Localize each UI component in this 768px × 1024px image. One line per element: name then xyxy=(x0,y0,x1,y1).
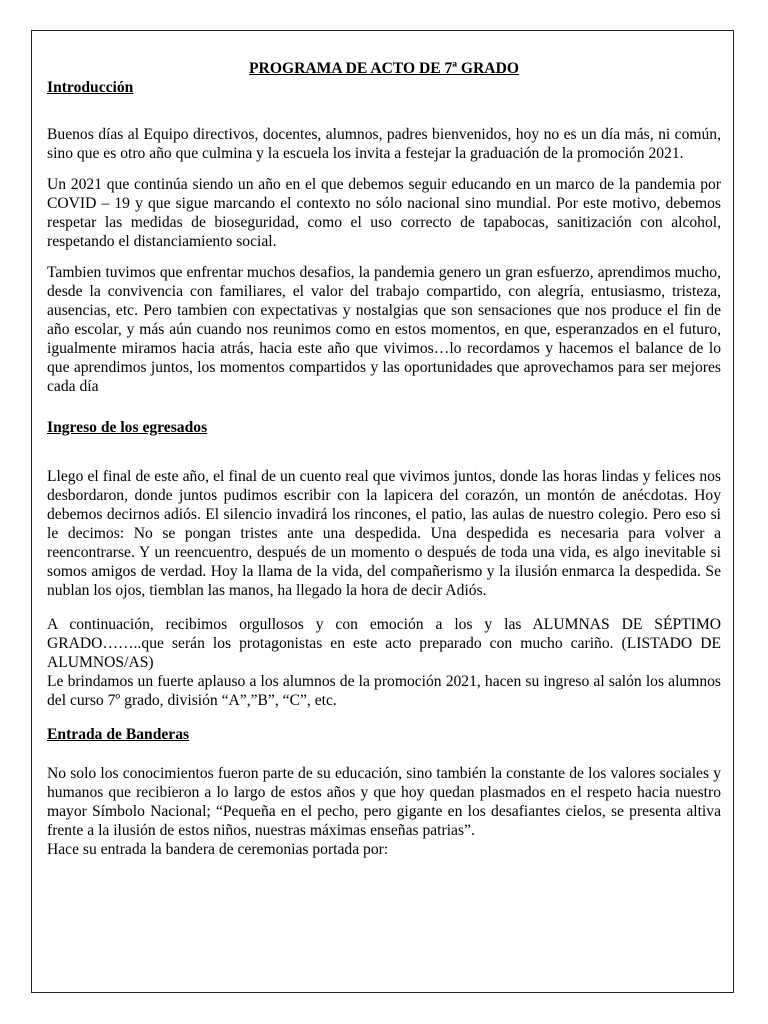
paragraph-ingreso-3: Le brindamos un fuerte aplauso a los alumnos de la promoción 2021, hacen su ingreso al salón los alumnos del curso 7º grado, división “A”,”B”, “C”, etc. xyxy=(47,673,721,709)
document-title: PROGRAMA DE ACTO DE 7ª GRADO xyxy=(249,60,519,77)
paragraph-ingreso-1: Llego el final de este año, el final de un cuento real que vivimos juntos, donde las horas lindas y felices nos desbordaron, donde juntos pudimos escribir con la lapicera del corazón, un montón de anécdotas. Hoy debemos decirnos adiós. El silencio invadirá los rincones, el patio, las aulas de nuestro colegio. Pero eso si le decimos: No se pongan tristes ante una despedida. Una despedida es necesaria para volver a reencontrarse. Y un reencuentro, después de un momento o después de toda una vida, es algo inevitable si somos amigos de verdad. Hoy la llama de la vida, del compañerismo y la ilusión enmarca la despedida. Se nublan los ojos, tiemblan las manos, ha llegado la hora de decir Adiós. xyxy=(47,468,721,599)
section-heading-banderas: Entrada de Banderas xyxy=(47,726,190,743)
paragraph-intro-1: Buenos días al Equipo directivos, docentes, alumnos, padres bienvenidos, hoy no es un día más, ni común, sino que es otro año que culmina y la escuela los invita a festejar la graduación de la promoción 2021. xyxy=(47,126,721,162)
paragraph-ingreso-2: A continuación, recibimos orgullosos y con emoción a los y las ALUMNAS DE SÉPTIMO GRADO……..que serán los protagonistas en este acto preparado con mucho cariño. (LISTADO DE ALUMNOS/AS) xyxy=(47,616,721,671)
paragraph-banderas-1: No solo los conocimientos fueron parte de su educación, sino también la constante de los valores sociales y humanos que recibieron a lo largo de estos años y que hoy quedan plasmados en el respeto hacia nuestro mayor Símbolo Nacional; “Pequeña en el pecho, pero gigante en los desafiantes cielos, se presenta altiva frente a la ilusión de estos niños, nuestras máximas enseñas patrias”. xyxy=(47,765,721,839)
paragraph-intro-2: Un 2021 que continúa siendo un año en el que debemos seguir educando en un marco de la pandemia por COVID – 19 y que sigue marcando el contexto no sólo nacional sino mundial. Por este motivo, debemos respetar las medidas de bioseguridad, como el uso correcto de tapabocas, sanitización con alcohol, respetando el distanciamiento social. xyxy=(47,176,721,250)
section-heading-ingreso: Ingreso de los egresados xyxy=(47,419,208,436)
paragraph-banderas-2: Hace su entrada la bandera de ceremonias portada por: xyxy=(47,841,389,858)
paragraph-intro-3: Tambien tuvimos que enfrentar muchos desafios, la pandemia genero un gran esfuerzo, aprendimos mucho, desde la convivencia con familiares, el valor del trabajo compartido, con alegría, entusiasmo, tristeza, ausencias, etc. Pero tambien con expectativas y nostalgias que son sensaciones que nos produce el fin de año escolar, y más aún cuando nos reunimos como en estos momentos, en que, esperanzados en el futuro, igualmente miramos hacia atrás, hacia este año que vivimos…lo recordamos y hacemos el balance de lo que aprendimos juntos, los momentos compartidos y las oportunidades que aprovechamos para ser mejores cada día xyxy=(47,264,721,395)
document-body xyxy=(47,59,721,859)
section-heading-introduccion: Introducción xyxy=(47,79,134,96)
